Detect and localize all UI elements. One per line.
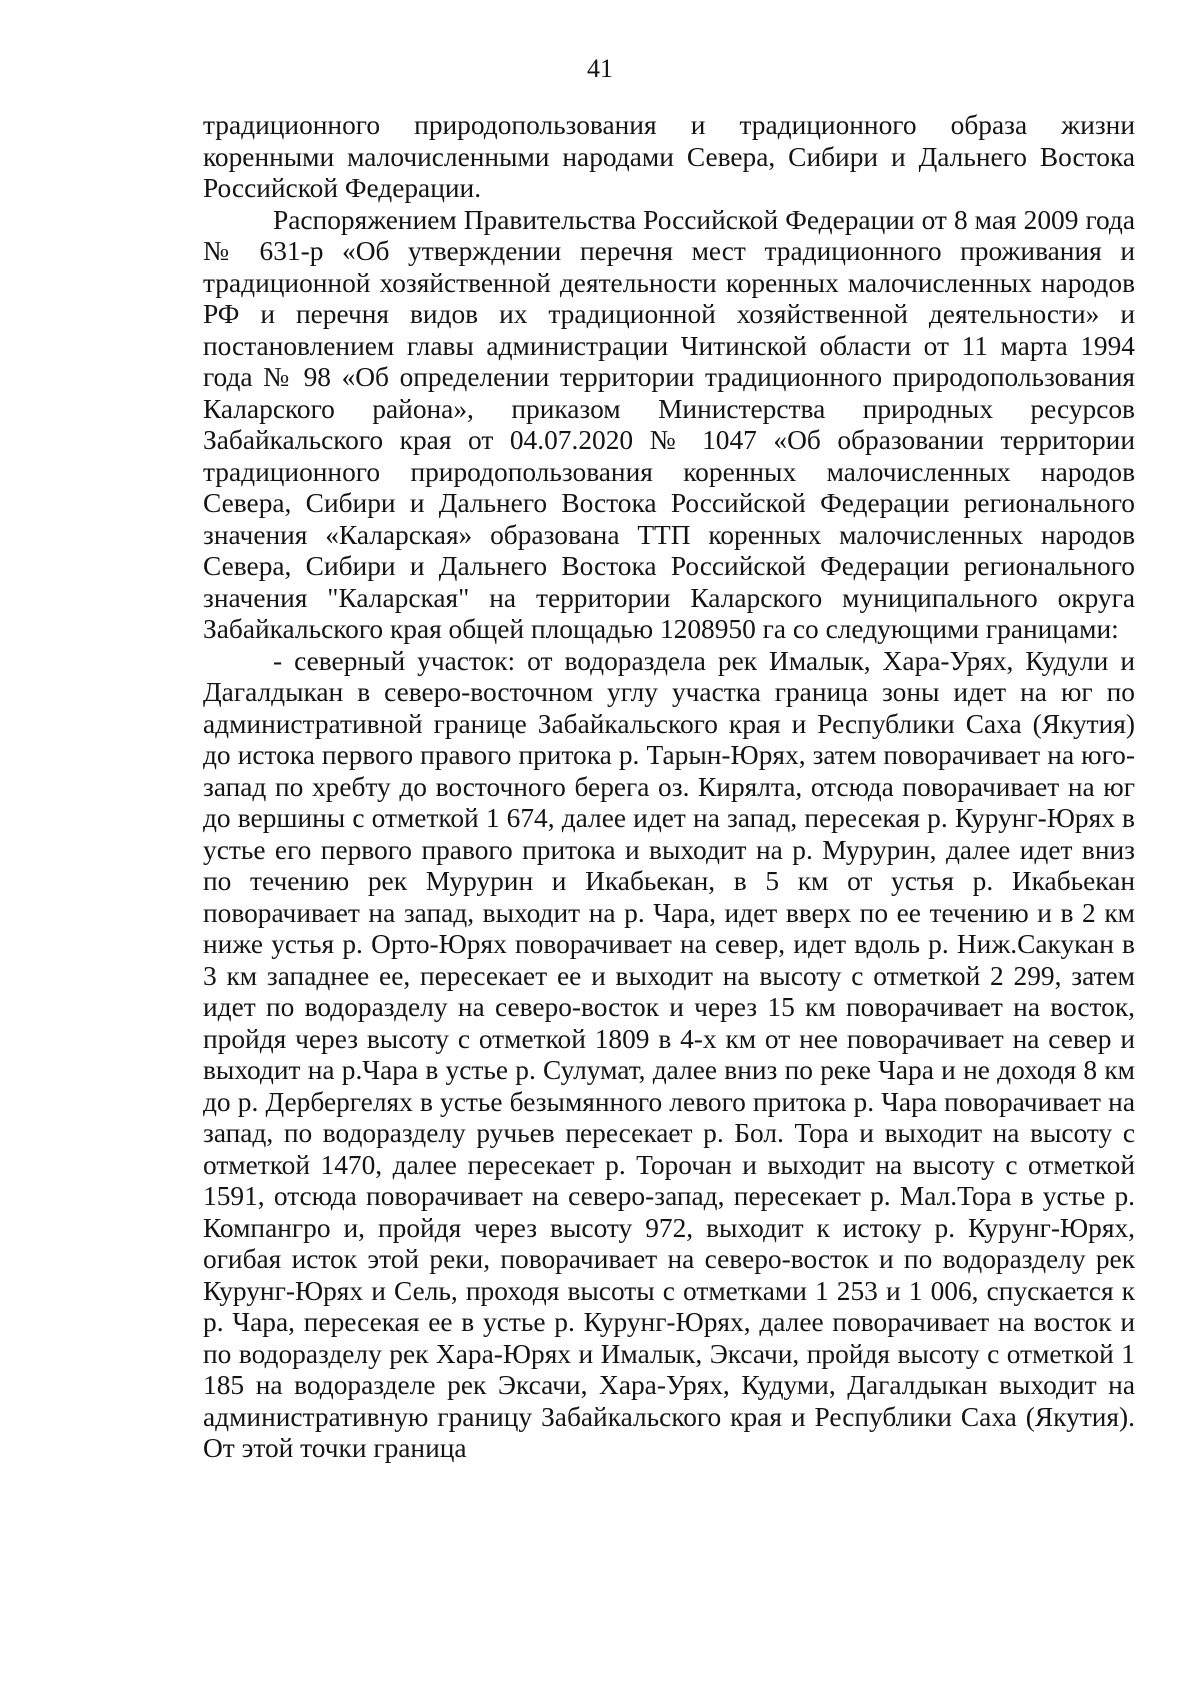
- document-body: [203, 110, 1135, 1465]
- paragraph-continuation: традиционного природопользования и традиционного образа жизни коренными малочисленными народами Севера, Сибири и Дальнего Востока Российской Федерации.: [203, 110, 1135, 203]
- page-number: 41: [587, 54, 613, 83]
- paragraph-order-reference: Распоряжением Правительства Российской Федерации от 8 мая 2009 года № 631-р «Об утверждении перечня мест традиционного проживания и традиционной хозяйственной деятельности коренных малочисленных народов РФ и перечня видов их традиционной хозяйственной деятельности» и постановлением главы администрации Читинской области от 11 марта 1994 года № 98 «Об определении территории традиционного природопользования Каларского района», приказом Министерства природных ресурсов Забайкальского края от 04.07.2020 № 1047 «Об образовании территории традиционного природопользования коренных малочисленных народов Севера, Сибири и Дальнего Востока Российской Федерации регионального значения «Каларская» образована ТТП коренных малочисленных народов Севера, Сибири и Дальнего Востока Российской Федерации регионального значения "Каларская" на территории Каларского муниципального округа Забайкальского края общей площадью 1208950 га со следующими границами:: [203, 204, 1135, 644]
- paragraph-northern-section: - северный участок: от водораздела рек Ималык, Хара-Урях, Кудули и Дагалдыкан в северо-восточном углу участка граница зоны идет на юг по административной границе Забайкальского края и Республики Саха (Якутия) до истока первого правого притока р. Тарын-Юрях, затем поворачивает на юго-запад по хребту до восточного берега оз. Кирялта, отсюда поворачивает на юг до вершины с отметкой 1 674, далее идет на запад, пересекая р. Курунг-Юрях в устье его первого правого притока и выходит на р. Мурурин, далее идет вниз по течению рек Мурурин и Икабьекан, в 5 км от устья р. Икабьекан поворачивает на запад, выходит на р. Чара, идет вверх по ее течению и в 2 км ниже устья р. Орто-Юрях поворачивает на север, идет вдоль р. Ниж.Сакукан в 3 км западнее ее, пересекает ее и выходит на высоту с отметкой 2 299, затем идет по водоразделу на северо-восток и через 15 км поворачивает на восток, пройдя через высоту с отметкой 1809 в 4-х км от нее поворачивает на север и выходит на р.Чара в устье р. Сулумат, далее вниз по реке Чара и не доходя 8 км до р. Дербергелях в устье безымянного левого притока р. Чара поворачивает на запад, по водоразделу ручьев пересекает р. Бол. Тора и выходит на высоту с отметкой 1470, далее пересекает р. Торочан и выходит на высоту с отметкой 1591, отсюда поворачивает на северо-запад, пересекает р. Мал.Тора в устье р. Компангро и, пройдя через высоту 972, выходит к истоку р. Курунг-Юрях, огибая исток этой реки, поворачивает на северо-восток и по водоразделу рек Курунг-Юрях и Сель, проходя высоты с отметками 1 253 и 1 006, спускается к р. Чара, пересекая ее в устье р. Курунг-Юрях, далее поворачивает на восток и по водоразделу рек Хара-Юрях и Ималык, Эксачи, пройдя высоту с отметкой 1 185 на водоразделе рек Эксачи, Хара-Урях, Кудуми, Дагалдыкан выходит на административную границу Забайкальского края и Республики Саха (Якутия). От этой точки граница: [203, 645, 1135, 1463]
